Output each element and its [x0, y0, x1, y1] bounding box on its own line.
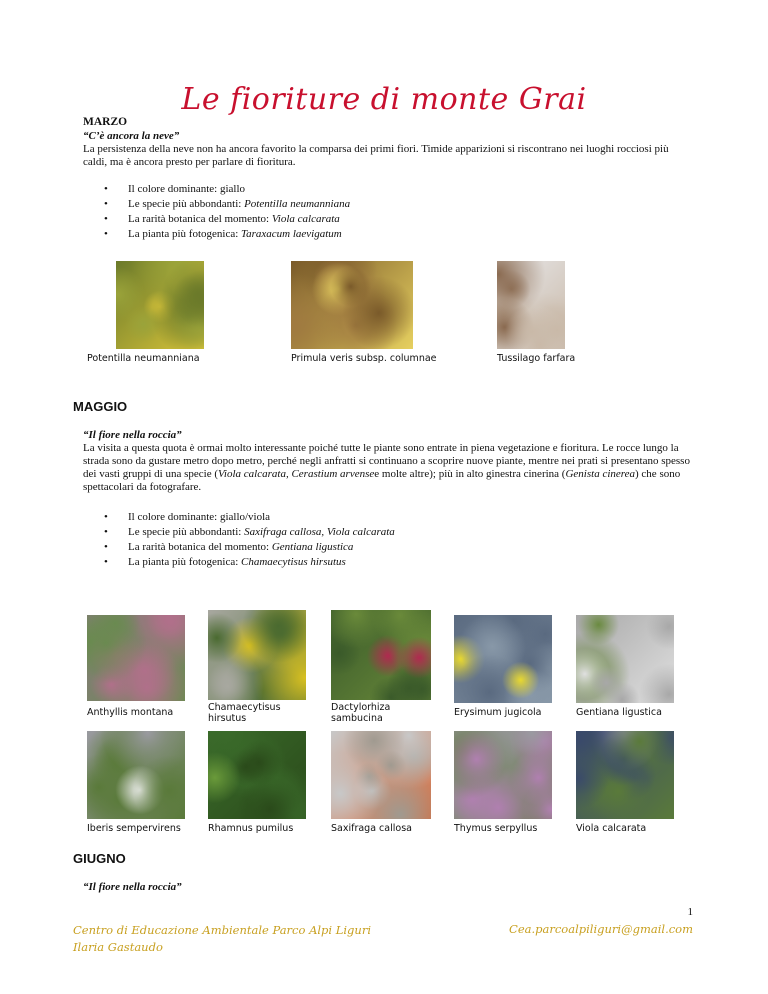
footer-email: Cea.parcoalpiliguri@gmail.com	[509, 922, 693, 936]
caption: Chamaecytisus hirsutus	[208, 702, 281, 724]
bullet-label: La rarità botanica del momento:	[128, 541, 272, 553]
section-text-marzo: La persistenza della neve non ha ancora favorito la comparsa dei primi fiori. Timide apparizioni si riscontrano nei luoghi rocciosi più caldi, ma è ancora presto per parlare di fioritura.	[83, 143, 669, 168]
photo-dactylorhiza-sambucina	[331, 610, 431, 700]
caption: Iberis sempervirens	[87, 823, 181, 834]
section-quote-giugno: “Il fiore nella roccia”	[83, 881, 182, 893]
photo-chamaecytisus-hirsutus	[208, 610, 306, 700]
bullet-value: Chamaecytisus hirsutus	[241, 556, 346, 568]
caption: Primula veris subsp. columnae	[291, 353, 437, 364]
bullet-value: Gentiana ligustica	[271, 541, 354, 553]
bullet-value: Potentilla neumanniana	[244, 198, 351, 210]
photo-primula-veris	[291, 261, 413, 349]
bullet-value: Saxifraga callosa, Viola calcarata	[244, 526, 395, 538]
bullet-item	[100, 182, 350, 197]
photo-erysimum-jugicola	[454, 615, 552, 703]
caption: Erysimum jugicola	[454, 707, 542, 718]
text-fragment: La visita a questa quota è ormai molto interessante poiché tutte le piante sono entrate in piena vegetazione e fioritura. Le rocce lungo la strada sono da gustare metro dopo metro, perché negli anfratti si continuano a scoprire nuove piante, mentre nei prati si presentano spesso dei vasti gruppi di una specie (	[83, 442, 690, 480]
section-heading-maggio: MAGGIO	[73, 399, 128, 414]
caption: Tussilago farfara	[497, 353, 576, 364]
bullet-item	[100, 540, 395, 555]
section-quote-maggio: “Il fiore nella roccia”	[83, 429, 182, 441]
caption: Saxifraga callosa	[331, 823, 412, 834]
bullet-label: Le specie più abbondanti:	[128, 198, 245, 210]
bullet-list-marzo	[100, 182, 350, 242]
bullet-item	[100, 227, 350, 242]
bullet-label: La pianta più fotogenica:	[128, 228, 242, 240]
bullet-value: giallo	[219, 183, 246, 195]
bullet-item	[100, 212, 350, 227]
photo-iberis-sempervirens	[87, 731, 185, 819]
photo-rhamnus-pumilus	[208, 731, 306, 819]
bullet-label: La rarità botanica del momento:	[128, 213, 272, 225]
section-text-maggio	[83, 442, 693, 494]
caption: Thymus serpyllus	[454, 823, 538, 834]
text-fragment: Genista cinerea	[565, 468, 636, 480]
photo-potentilla-neumanniana	[116, 261, 204, 349]
section-heading-marzo: MARZO	[83, 116, 128, 128]
caption: Gentiana ligustica	[576, 707, 662, 718]
bullet-value: Taraxacum laevigatum	[241, 228, 342, 240]
bullet-label: Il colore dominante:	[128, 183, 220, 195]
caption: Rhamnus pumilus	[208, 823, 294, 834]
photo-anthyllis-montana	[87, 615, 185, 701]
bullet-item	[100, 197, 350, 212]
footer-organization: Centro di Educazione Ambientale Parco Alpi Liguri	[73, 923, 372, 937]
footer-author: Ilaria Gastaudo	[73, 940, 163, 954]
bullet-item	[100, 555, 395, 570]
bullet-label: La pianta più fotogenica:	[128, 556, 242, 568]
section-quote-marzo: “C’è ancora la neve”	[83, 130, 180, 142]
photo-saxifraga-callosa	[331, 731, 431, 819]
bullet-value: Viola calcarata	[271, 213, 340, 225]
bullet-value: giallo/viola	[219, 511, 271, 523]
text-fragment: Viola calcarata, Cerastium arvense	[218, 468, 375, 480]
page-number: 1	[687, 906, 693, 918]
photo-thymus-serpyllus	[454, 731, 552, 819]
caption: Potentilla neumanniana	[87, 353, 200, 364]
caption: Viola calcarata	[576, 823, 647, 834]
caption: Anthyllis montana	[87, 707, 174, 718]
caption: Dactylorhiza sambucina	[331, 702, 391, 724]
photo-tussilago-farfara	[497, 261, 565, 349]
bullet-item	[100, 510, 395, 525]
bullet-item	[100, 525, 395, 540]
photo-gentiana-ligustica	[576, 615, 674, 703]
bullet-label: Il colore dominante:	[128, 511, 220, 523]
footer-left	[73, 922, 371, 956]
text-fragment: ) che sono spettacolari da fotografare.	[83, 468, 681, 493]
section-heading-giugno: GIUGNO	[73, 851, 126, 866]
text-fragment: e molte altre); più in alto ginestra cinerina (	[374, 468, 566, 480]
bullet-label: Le specie più abbondanti:	[128, 526, 245, 538]
bullet-list-maggio	[100, 510, 395, 570]
photo-viola-calcarata	[576, 731, 674, 819]
page-title: Le fioriture di monte Grai	[181, 82, 587, 117]
